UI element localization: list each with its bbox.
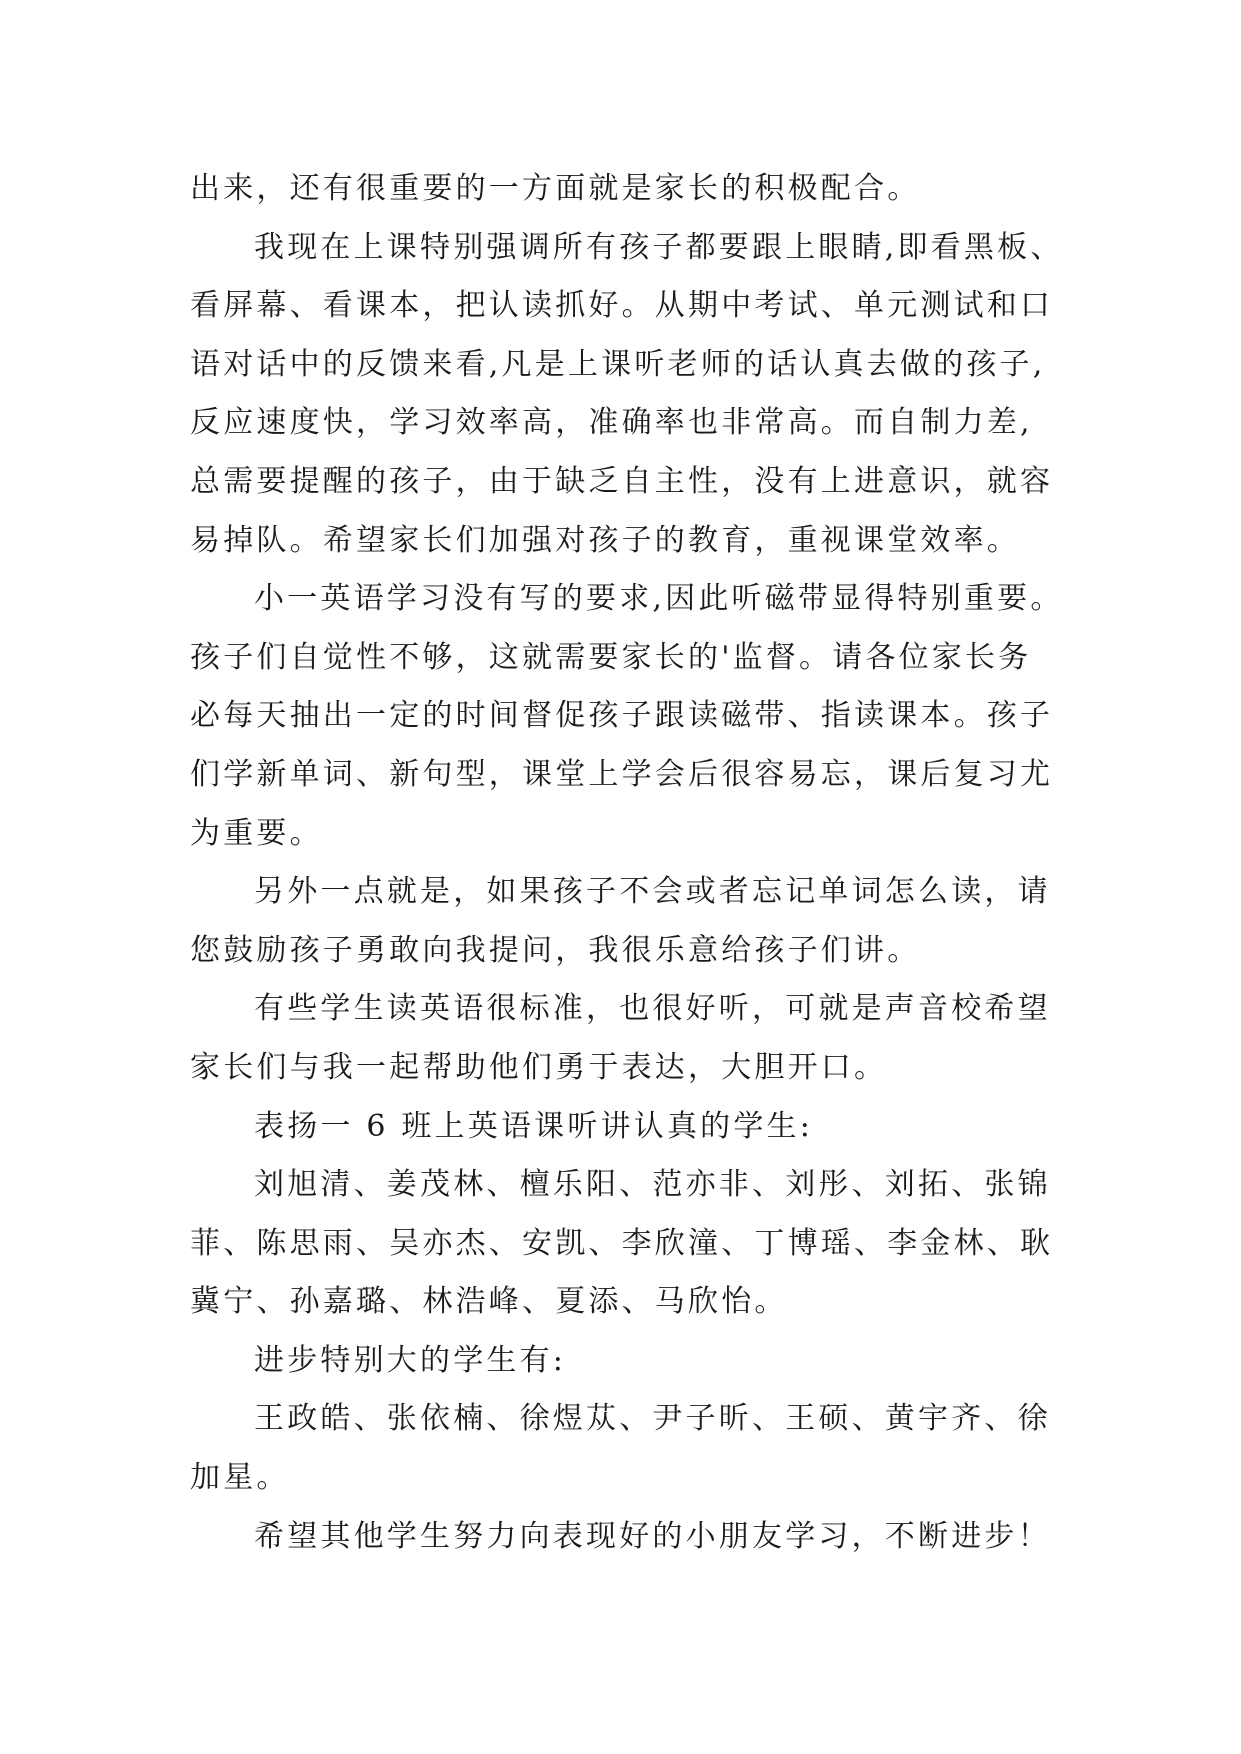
text-line: 语对话中的反馈来看,凡是上课听老师的话认真去做的孩子,: [190, 346, 1046, 382]
text-line: 总需要提醒的孩子，由于缺乏自主性，没有上进意识，就容: [190, 463, 1054, 499]
text-line: 另外一点就是，如果孩子不会或者忘记单词怎么读，请: [254, 874, 1051, 910]
text-line: 刘旭清、姜茂林、檀乐阳、范亦非、刘彤、刘拓、张锦: [254, 1167, 1051, 1203]
text-line: 反应速度快，学习效率高，准确率也非常高。而自制力差,: [190, 405, 1033, 441]
text-line: 有些学生读英语很标准，也很好听，可就是声音校希望: [254, 991, 1051, 1027]
text-line: 看屏幕、看课本，把认读抓好。从期中考试、单元测试和口: [190, 288, 1054, 324]
text-line: 为重要。: [190, 815, 323, 851]
text-line: 您鼓励孩子勇敢向我提问，我很乐意给孩子们讲。: [190, 932, 921, 968]
text-line: 必每天抽出一定的时间督促孩子跟读磁带、指读课本。孩子: [190, 698, 1054, 734]
text-line: 孩子们自觉性不够，这就需要家长的'监督。请各位家长务: [190, 639, 1032, 675]
text-line: 家长们与我一起帮助他们勇于表达，大胆开口。: [190, 1049, 888, 1085]
text-line: 表扬一 6 班上英语课听讲认真的学生:: [254, 1108, 814, 1144]
text-line: 出来，还有很重要的一方面就是家长的积极配合。: [190, 171, 921, 206]
text-line: 我现在上课特别强调所有孩子都要跟上眼睛,即看黑板、: [254, 229, 1064, 265]
document-body: [190, 160, 1090, 1566]
text-line: 易掉队。希望家长们加强对孩子的教育，重视课堂效率。: [190, 522, 1020, 558]
text-line: 王政皓、张依楠、徐煜苁、尹子昕、王硕、黄宇齐、徐: [254, 1401, 1051, 1437]
text-line: 菲、陈思雨、吴亦杰、安凯、李欣潼、丁博瑶、李金林、耿: [190, 1225, 1054, 1261]
text-line: 小一英语学习没有写的要求,因此听磁带显得特别重要。: [254, 581, 1064, 617]
text-line: 进步特别大的学生有:: [254, 1342, 567, 1378]
text-line: 冀宁、孙嘉璐、林浩峰、夏添、马欣怡。: [190, 1284, 788, 1320]
text-line: 们学新单词、新句型，课堂上学会后很容易忘，课后复习尤: [190, 756, 1054, 792]
text-line: 希望其他学生努力向表现好的小朋友学习，不断进步！: [254, 1518, 1051, 1554]
text-line: 加星。: [190, 1460, 290, 1496]
